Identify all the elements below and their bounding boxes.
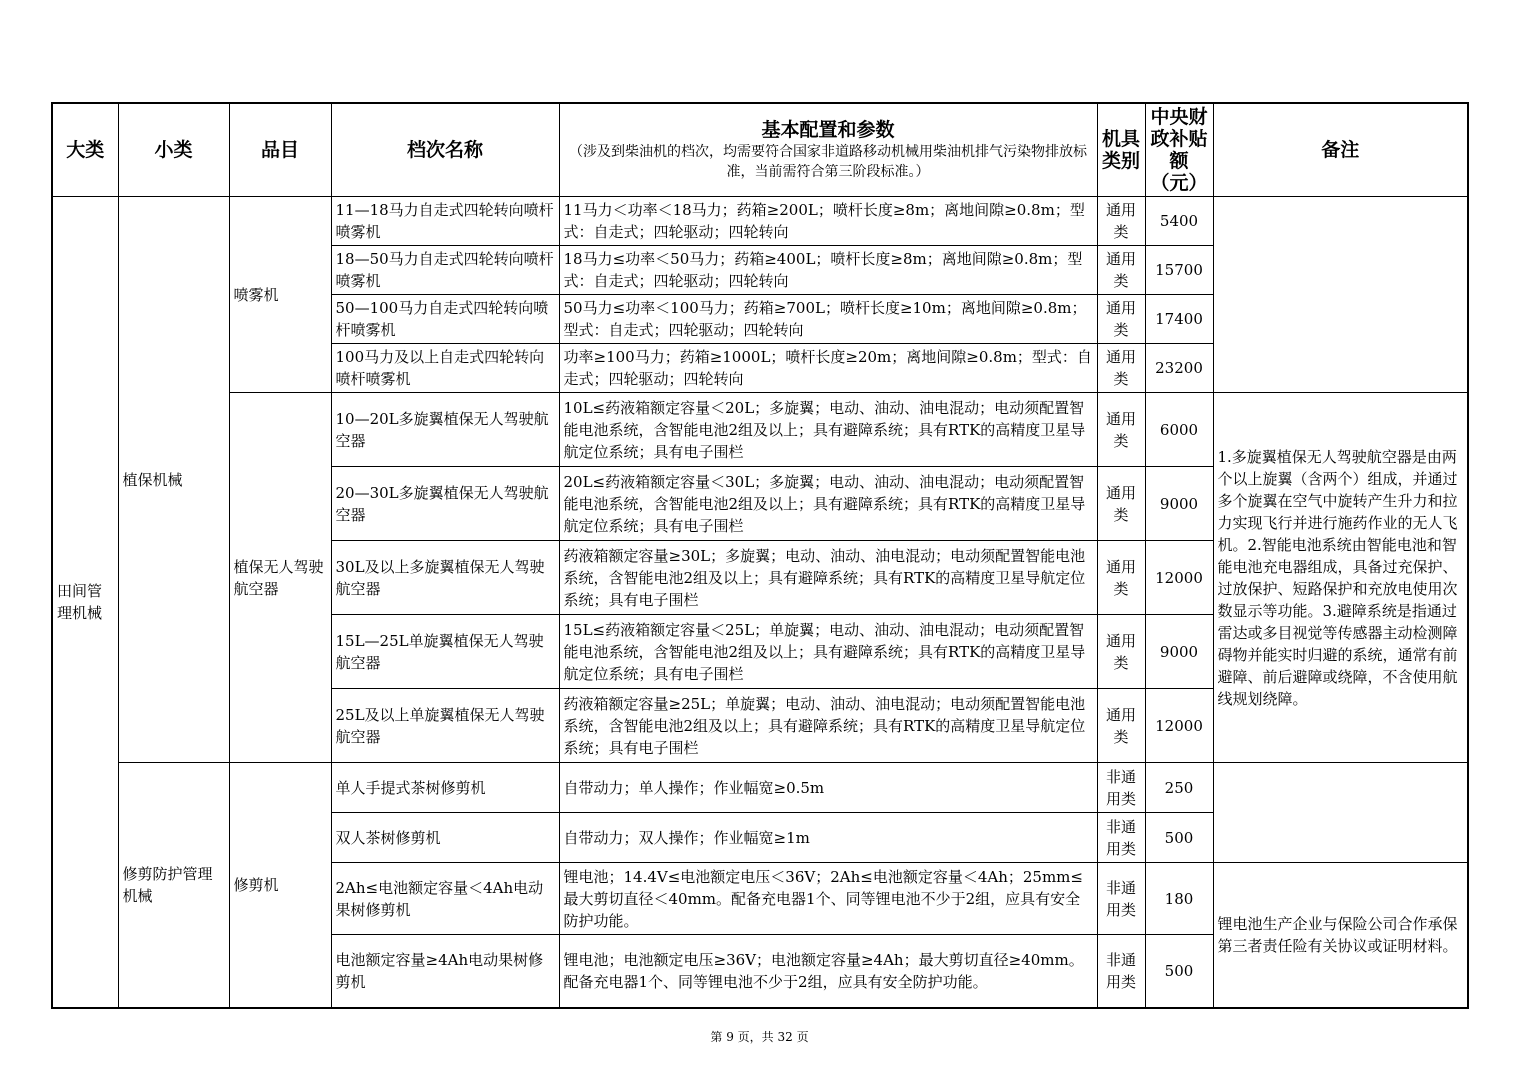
machine-type: 非通用类 <box>1097 863 1145 935</box>
grade-name: 15L—25L单旋翼植保无人驾驶航空器 <box>331 615 559 689</box>
subsidy-amount: 9000 <box>1145 615 1213 689</box>
grade-name: 100马力及以上自走式四轮转向喷杆喷雾机 <box>331 344 559 393</box>
grade-params: 15L≤药液箱额定容量＜25L；单旋翼；电动、油动、油电混动；电动须配置智能电池系统，含智能电池2组及以上；具有避障系统；具有RTK的高精度卫星导航定位系统；具有电子围栏 <box>559 615 1097 689</box>
remark-drone: 1.多旋翼植保无人驾驶航空器是由两个以上旋翼（含两个）组成，并通过多个旋翼在空气中旋转产生升力和拉力实现飞行并进行施药作业的无人飞机。2.智能电池系统由智能电池和智能电池充电器组成，具备过充保护、过放保护、短路保护和充放电使用次数显示等功能。3.避障系统是指通过雷达或多目视觉等传感器主动检测障碍物并能实时归避的系统，通常有前避障、前后避障或绕障，不含使用航线规划绕障。 <box>1213 393 1468 763</box>
machine-type: 通用类 <box>1097 467 1145 541</box>
subsidy-amount: 12000 <box>1145 689 1213 763</box>
grade-name: 11—18马力自走式四轮转向喷杆喷雾机 <box>331 197 559 246</box>
machine-type: 通用类 <box>1097 197 1145 246</box>
group-sprayer: 喷雾机 <box>229 197 331 393</box>
grade-name: 10—20L多旋翼植保无人驾驶航空器 <box>331 393 559 467</box>
header-category: 大类 <box>52 103 118 197</box>
header-row <box>52 103 1468 197</box>
grade-params: 50马力≤功率＜100马力；药箱≥700L；喷杆长度≥10m；离地间隙≥0.8m；型式：自走式；四轮驱动；四轮转向 <box>559 295 1097 344</box>
machine-type: 非通用类 <box>1097 813 1145 863</box>
header-params <box>559 103 1097 197</box>
grade-name: 2Ah≤电池额定容量＜4Ah电动果树修剪机 <box>331 863 559 935</box>
subsidy-amount: 500 <box>1145 935 1213 1008</box>
machine-type: 通用类 <box>1097 541 1145 615</box>
group-pruning-protection: 修剪防护管理机械 <box>118 763 229 1008</box>
subsidy-amount: 9000 <box>1145 467 1213 541</box>
grade-params: 锂电池；电池额定电压≥36V；电池额定容量≥4Ah；最大剪切直径≥40mm。配备充电器1个、同等锂电池不少于2组，应具有安全防护功能。 <box>559 935 1097 1008</box>
header-subcategory: 小类 <box>118 103 229 197</box>
remark-empty <box>1213 763 1468 863</box>
subsidy-amount: 180 <box>1145 863 1213 935</box>
remark-pruner: 锂电池生产企业与保险公司合作承保第三者责任险有关协议或证明材料。 <box>1213 863 1468 1008</box>
grade-params: 10L≤药液箱额定容量＜20L；多旋翼；电动、油动、油电混动；电动须配置智能电池系统，含智能电池2组及以上；具有避障系统；具有RTK的高精度卫星导航定位系统；具有电子围栏 <box>559 393 1097 467</box>
grade-params: 自带动力；单人操作；作业幅宽≥0.5m <box>559 763 1097 813</box>
subsidy-amount: 15700 <box>1145 246 1213 295</box>
header-machine-type: 机具类别 <box>1097 103 1145 197</box>
grade-params: 自带动力；双人操作；作业幅宽≥1m <box>559 813 1097 863</box>
header-subsidy: 中央财政补贴额（元） <box>1145 103 1213 197</box>
grade-params: 18马力≤功率＜50马力；药箱≥400L；喷杆长度≥8m；离地间隙≥0.8m；型式：自走式；四轮驱动；四轮转向 <box>559 246 1097 295</box>
grade-name: 50—100马力自走式四轮转向喷杆喷雾机 <box>331 295 559 344</box>
group-drone: 植保无人驾驶航空器 <box>229 393 331 763</box>
page-footer: 第 9 页，共 32 页 <box>710 1030 809 1044</box>
machine-type: 通用类 <box>1097 689 1145 763</box>
grade-name: 25L及以上单旋翼植保无人驾驶航空器 <box>331 689 559 763</box>
machine-type: 通用类 <box>1097 344 1145 393</box>
table-row <box>52 763 1468 813</box>
grade-params: 11马力＜功率＜18马力；药箱≥200L；喷杆长度≥8m；离地间隙≥0.8m；型式：自走式；四轮驱动；四轮转向 <box>559 197 1097 246</box>
machine-type: 非通用类 <box>1097 763 1145 813</box>
header-params-note: （涉及到柴油机的档次，均需要符合国家非道路移动机械用柴油机排气污染物排放标准，当前需符合第三阶段标准。） <box>569 144 1087 180</box>
subsidy-amount: 12000 <box>1145 541 1213 615</box>
grade-name: 单人手提式茶树修剪机 <box>331 763 559 813</box>
group-pruner: 修剪机 <box>229 763 331 1008</box>
grade-name: 电池额定容量≥4Ah电动果树修剪机 <box>331 935 559 1008</box>
grade-params: 药液箱额定容量≥30L；多旋翼；电动、油动、油电混动；电动须配置智能电池系统，含智能电池2组及以上；具有避障系统；具有RTK的高精度卫星导航定位系统；具有电子围栏 <box>559 541 1097 615</box>
machine-type: 通用类 <box>1097 393 1145 467</box>
subsidy-amount: 17400 <box>1145 295 1213 344</box>
header-params-title: 基本配置和参数 <box>761 119 895 141</box>
machine-type: 通用类 <box>1097 246 1145 295</box>
table-row <box>52 197 1468 246</box>
grade-name: 30L及以上多旋翼植保无人驾驶航空器 <box>331 541 559 615</box>
group-plant-protection: 植保机械 <box>118 197 229 763</box>
grade-params: 锂电池；14.4V≤电池额定电压＜36V；2Ah≤电池额定容量＜4Ah；25mm≤最大剪切直径＜40mm。配备充电器1个、同等锂电池不少于2组，应具有安全防护功能。 <box>559 863 1097 935</box>
machine-type: 通用类 <box>1097 615 1145 689</box>
header-remarks: 备注 <box>1213 103 1468 197</box>
grade-params: 20L≤药液箱额定容量＜30L；多旋翼；电动、油动、油电混动；电动须配置智能电池系统，含智能电池2组及以上；具有避障系统；具有RTK的高精度卫星导航定位系统；具有电子围栏 <box>559 467 1097 541</box>
subsidy-amount: 250 <box>1145 763 1213 813</box>
grade-name: 18—50马力自走式四轮转向喷杆喷雾机 <box>331 246 559 295</box>
remark-empty <box>1213 197 1468 393</box>
subsidy-amount: 23200 <box>1145 344 1213 393</box>
subsidy-table <box>51 102 1469 1009</box>
header-grade-name: 档次名称 <box>331 103 559 197</box>
grade-params: 功率≥100马力；药箱≥1000L；喷杆长度≥20m；离地间隙≥0.8m；型式：自走式；四轮驱动；四轮转向 <box>559 344 1097 393</box>
machine-type: 通用类 <box>1097 295 1145 344</box>
machine-type: 非通用类 <box>1097 935 1145 1008</box>
grade-name: 双人茶树修剪机 <box>331 813 559 863</box>
header-item: 品目 <box>229 103 331 197</box>
group-field-mgmt: 田间管理机械 <box>52 197 118 1008</box>
grade-params: 药液箱额定容量≥25L；单旋翼；电动、油动、油电混动；电动须配置智能电池系统，含智能电池2组及以上；具有避障系统；具有RTK的高精度卫星导航定位系统；具有电子围栏 <box>559 689 1097 763</box>
subsidy-amount: 5400 <box>1145 197 1213 246</box>
grade-name: 20—30L多旋翼植保无人驾驶航空器 <box>331 467 559 541</box>
subsidy-amount: 6000 <box>1145 393 1213 467</box>
subsidy-amount: 500 <box>1145 813 1213 863</box>
table-row <box>52 393 1468 467</box>
